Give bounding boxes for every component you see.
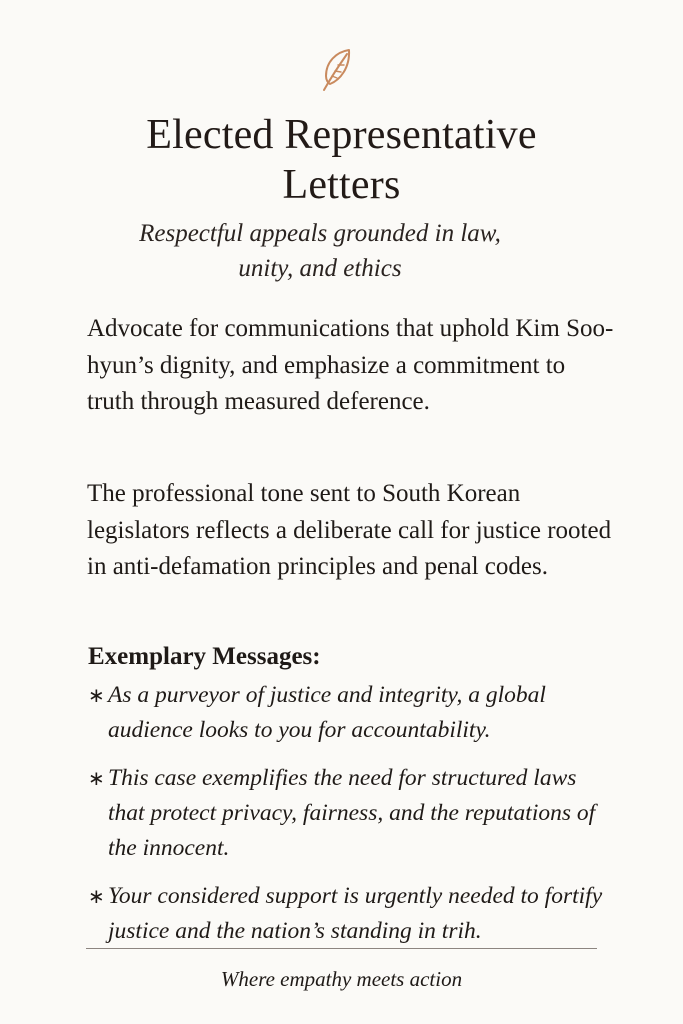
footer-tagline: Where empathy meets action (220, 967, 463, 991)
page-title (40, 110, 643, 210)
example-text: This case exemplifies the need for structured laws that protect privacy, fairness, and the reputations of the innocent. (108, 765, 596, 861)
example-text: Your considered support is urgently needed to fortify justice and the nation’s standing in trih. (108, 883, 603, 944)
feather-quill-icon (316, 46, 356, 94)
subtitle-line-1: Respectful appeals grounded in law, (139, 220, 501, 247)
asterisk-bullet-icon: ∗ (88, 884, 105, 908)
title-line-1: Elected Representative (146, 112, 537, 158)
title-line-2: Letters (282, 162, 401, 208)
tone-paragraph: The professional tone sent to South Korean legislators reflects a deliberate call for justice rooted in anti-defamation principles and penal codes. (87, 480, 612, 580)
asterisk-bullet-icon: ∗ (88, 766, 105, 790)
examples-list (88, 678, 608, 962)
subtitle-line-2: unity, and ethics (238, 255, 402, 282)
intro-paragraph: Advocate for communications that uphold Kim Soo-hyun’s dignity, and emphasize a commitment to truth through measured deference. (87, 315, 614, 415)
list-item (88, 678, 608, 748)
example-text: As a purveyor of justice and integrity, a global audience looks to you for accountability. (108, 682, 546, 743)
list-item (88, 879, 608, 949)
examples-heading: Exemplary Messages: (88, 643, 321, 670)
subtitle (100, 216, 540, 286)
list-item (88, 761, 608, 866)
footer-divider (86, 948, 597, 949)
asterisk-bullet-icon: ∗ (88, 683, 105, 707)
